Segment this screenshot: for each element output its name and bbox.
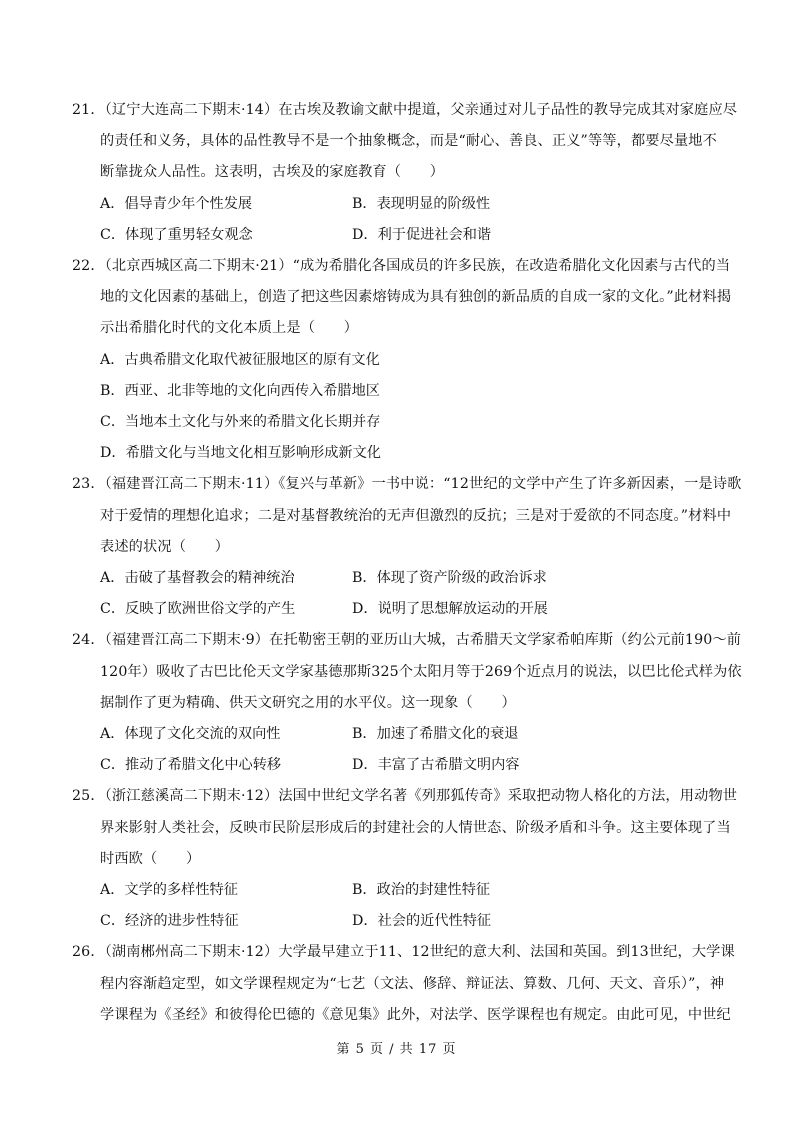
answer-option-c: C．当地本土文化与外来的希腊文化长期并存 — [100, 414, 381, 430]
answer-option-a: A．体现了文化交流的双向性 — [100, 726, 281, 742]
question-stem-line: 程内容渐趋定型，如文学课程规定为“七艺（文法、修辞、辩证法、算数、几何、天文、音乐）”，神 — [100, 975, 725, 992]
question-stem-first-line: 21．（辽宁大连高二下期末·14）在古埃及教谕文献中提道，父亲通过对儿子品性的教导完成其对家庭应尽 — [72, 102, 738, 118]
question-stem-line: 表述的状况（ ） — [100, 538, 230, 555]
answer-option-a: A．倡导青少年个性发展 — [100, 195, 253, 212]
answer-option-d: D．利于促进社会和谐 — [352, 226, 492, 243]
answer-option-a: A．古典希腊文化取代被征服地区的原有文化 — [100, 351, 380, 368]
question-stem-line: 据制作了更为精确、供天文研究之用的水平仪。这一现象（ ） — [100, 694, 516, 711]
question-stem-first-line: 26．（湖南郴州高二下期末·12）大学最早建立于11、12世纪的意大利、法国和英国。到13世纪，大学课 — [72, 944, 735, 961]
answer-option-c: C．反映了欧洲世俗文学的产生 — [100, 601, 296, 618]
answer-option-d: D．说明了思想解放运动的开展 — [352, 601, 548, 618]
question-stem-line: 界来影射人类社会，反映市民阶层形成后的封建社会的人情世态、阶级矛盾和斗争。这主要体现了当 — [100, 819, 731, 836]
question-stem-line: 120年）吸收了古巴比伦天文学家基德那斯325个太阳月等于269个近点月的说法，以巴比伦式样为依 — [100, 663, 742, 680]
answer-option-b: B．体现了资产阶级的政治诉求 — [352, 570, 547, 586]
answer-option-b: B．西亚、北非等地的文化向西传入希腊地区 — [100, 382, 380, 399]
answer-option-d: D．希腊文化与当地文化相互影响形成新文化 — [100, 445, 381, 462]
answer-option-a: A．击破了基督教会的精神统治 — [100, 570, 295, 586]
question-stem-first-line: 25．（浙江慈溪高二下期末·12）法国中世纪文学名著《列那狐传奇》采取把动物人格化的方法，用动物世 — [72, 788, 738, 805]
question-stem-line: 地的文化因素的基础上，创造了把这些因素熔铸成为具有独创的新品质的自成一家的文化。”此材料揭 — [100, 289, 732, 306]
answer-option-d: D．丰富了古希腊文明内容 — [352, 757, 520, 774]
answer-option-a: A．文学的多样性特征 — [100, 882, 238, 898]
answer-option-c: C．经济的进步性特征 — [100, 913, 239, 930]
answer-option-b: B．加速了希腊文化的衰退 — [352, 726, 519, 742]
answer-option-d: D．社会的近代性特征 — [352, 913, 492, 930]
page-footer: 第 5 页 / 共 17 页 — [336, 1042, 457, 1057]
question-stem-line: 的责任和义务，具体的品性教导不是一个抽象概念，而是“耐心、善良、正义”等等，都要尽量地不 — [100, 133, 717, 150]
answer-option-b: B．表现明显的阶级性 — [352, 195, 491, 212]
question-stem-line: 时西欧（ ） — [100, 850, 201, 867]
answer-option-c: C．体现了重男轻女观念 — [100, 226, 253, 243]
question-stem-line: 对于爱情的理想化追求；二是对基督教统治的无声但激烈的反抗；三是对于爱欲的不同态度。”材料中 — [100, 507, 732, 524]
question-stem-line: 学课程为《圣经》和彼得伦巴德的《意见集》此外，对法学、医学课程也有规定。由此可见，中世纪 — [100, 1006, 731, 1023]
answer-option-c: C．推动了希腊文化中心转移 — [100, 757, 282, 774]
answer-option-b: B．政治的封建性特征 — [352, 882, 491, 898]
question-stem-line: 断靠拢众人品性。这表明，古埃及的家庭教育（ ） — [100, 164, 445, 181]
question-stem-first-line: 22．（北京西城区高二下期末·21）“成为希腊化各国成员的许多民族，在改造希腊化文化因素与古代的当 — [72, 258, 731, 274]
question-stem-first-line: 23．（福建晋江高二下期末·11）《复兴与革新》一书中说：“12世纪的文学中产生了许多新因素，一是诗歌 — [72, 476, 742, 493]
question-stem-first-line: 24．（福建晋江高二下期末·9）在托勒密王朝的亚历山大城，古希腊天文学家希帕库斯（约公元前190～前 — [72, 632, 742, 649]
question-stem-line: 示出希腊化时代的文化本质上是（ ） — [100, 320, 359, 337]
